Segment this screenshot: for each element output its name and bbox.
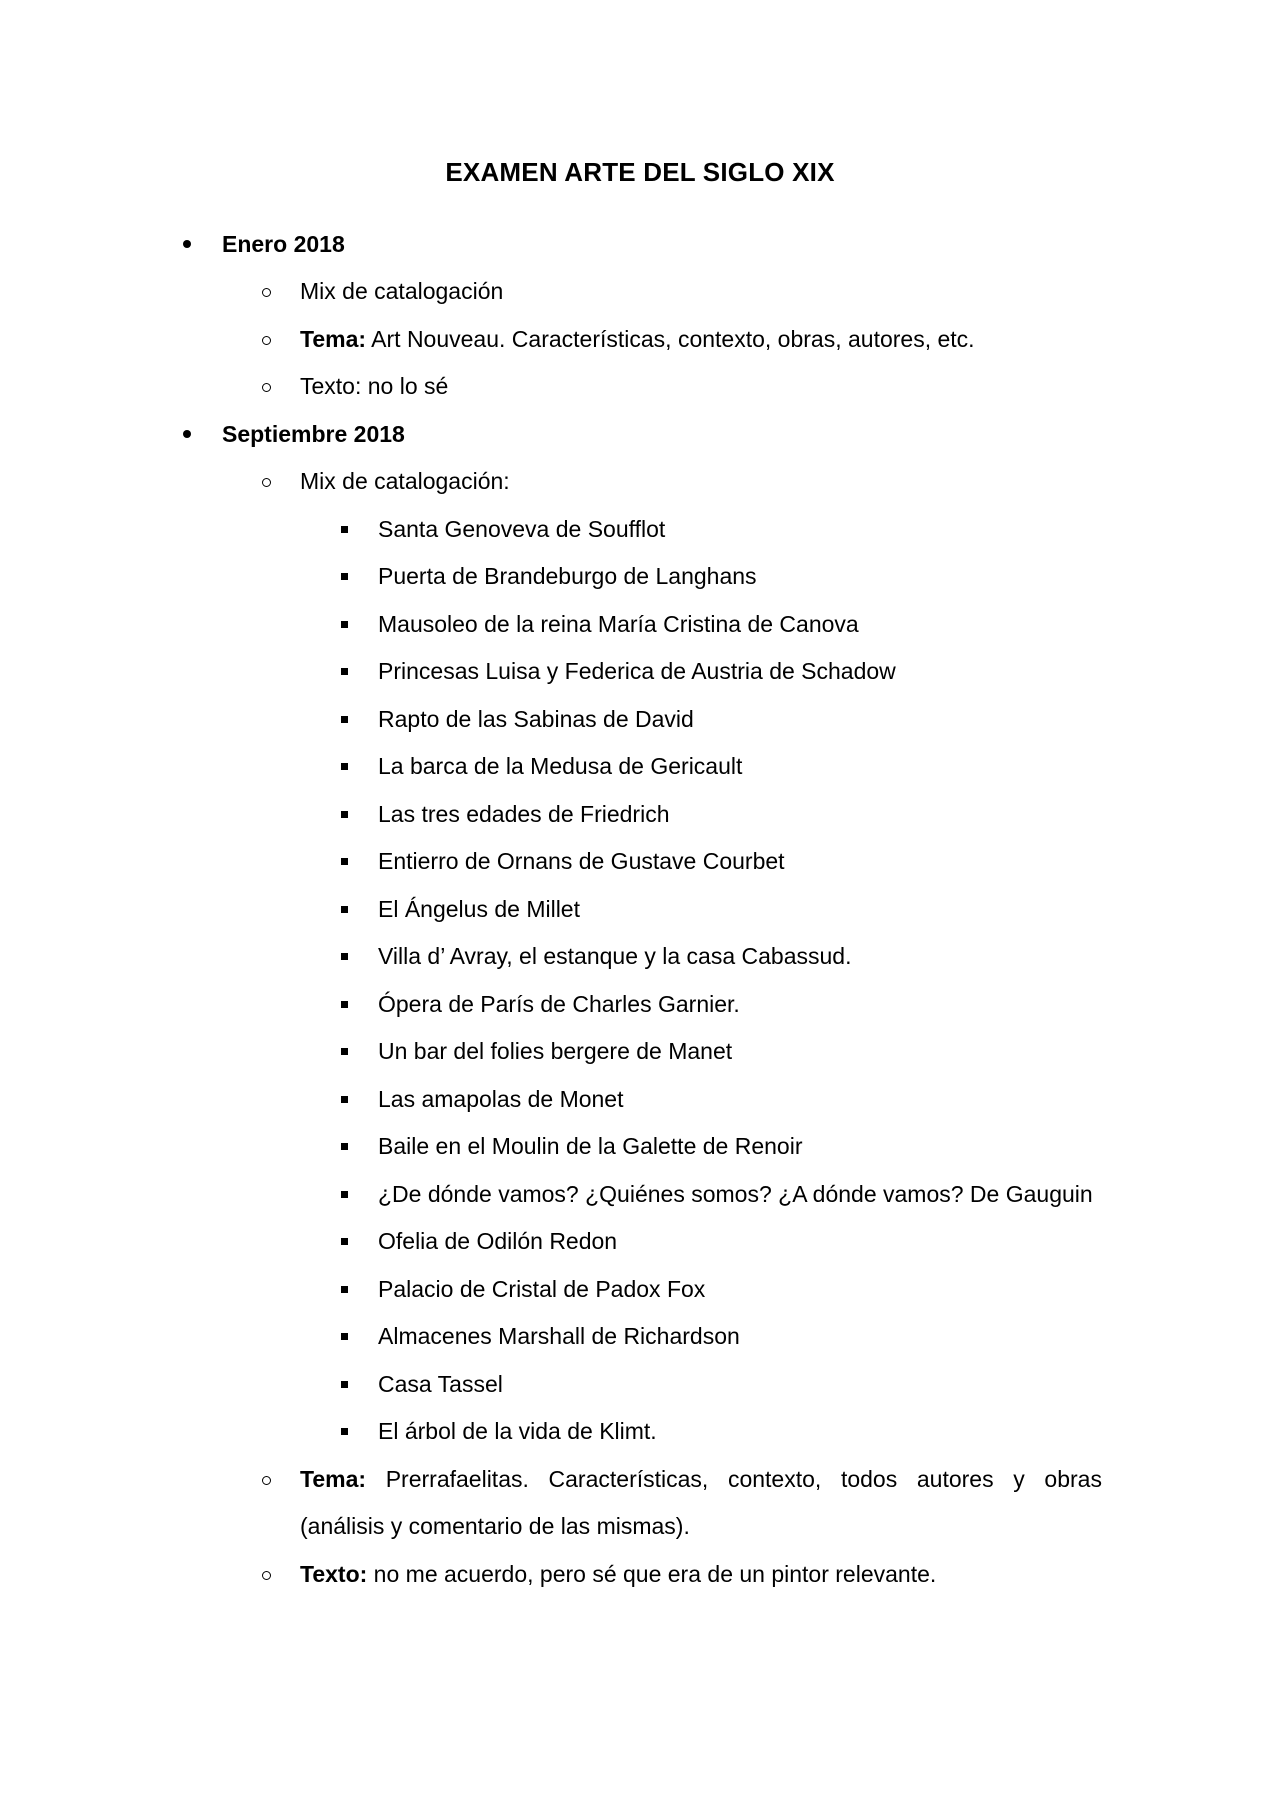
tema-word: obras bbox=[1044, 1466, 1102, 1492]
square-bullet-icon bbox=[341, 906, 348, 913]
catalog-item: Casa Tassel bbox=[378, 1371, 503, 1397]
tema-word: contexto, bbox=[727, 1466, 822, 1492]
septiembre-texto bbox=[300, 1558, 936, 1590]
square-bullet-icon bbox=[341, 1001, 348, 1008]
square-bullet-icon bbox=[341, 1238, 348, 1245]
catalog-item: Ofelia de Odilón Redon bbox=[378, 1228, 618, 1254]
catalog-item: Palacio de Cristal de Padox Fox bbox=[378, 1276, 706, 1302]
tema-word: todos bbox=[840, 1466, 898, 1492]
tema-label: Tema: bbox=[300, 1466, 367, 1492]
square-bullet-icon bbox=[341, 1428, 348, 1435]
square-bullet-icon bbox=[341, 573, 348, 580]
circle-bullet-icon bbox=[262, 478, 271, 487]
tema-word: y bbox=[1013, 1466, 1025, 1492]
enero-item-texto: Texto: no lo sé bbox=[300, 373, 449, 399]
square-bullet-icon bbox=[341, 526, 348, 533]
section-heading-enero: Enero 2018 bbox=[222, 231, 345, 257]
catalog-item: Almacenes Marshall de Richardson bbox=[378, 1323, 740, 1349]
catalog-item: Santa Genoveva de Soufflot bbox=[378, 516, 666, 542]
enero-item-tema bbox=[300, 323, 975, 355]
square-bullet-icon bbox=[341, 621, 348, 628]
catalog-item: El árbol de la vida de Klimt. bbox=[378, 1418, 657, 1444]
septiembre-tema-continuation: (análisis y comentario de las mismas). bbox=[300, 1513, 690, 1539]
circle-bullet-icon bbox=[262, 1476, 271, 1485]
catalog-item: Baile en el Moulin de la Galette de Renoir bbox=[378, 1133, 803, 1159]
square-bullet-icon bbox=[341, 1048, 348, 1055]
septiembre-tema-line bbox=[300, 1463, 1102, 1495]
square-bullet-icon bbox=[341, 1286, 348, 1293]
catalog-item: Un bar del folies bergere de Manet bbox=[378, 1038, 733, 1064]
tema-word: Características, bbox=[548, 1466, 709, 1492]
tema-text: Art Nouveau. Características, contexto, obras, autores, etc. bbox=[366, 326, 975, 352]
catalog-item: Rapto de las Sabinas de David bbox=[378, 706, 694, 732]
catalog-item: ¿De dónde vamos? ¿Quiénes somos? ¿A dónde vamos? De Gauguin bbox=[378, 1181, 1093, 1207]
septiembre-catalog-intro: Mix de catalogación: bbox=[300, 468, 510, 494]
tema-label: Tema: bbox=[300, 326, 367, 352]
square-bullet-icon bbox=[341, 953, 348, 960]
texto-label: Texto: bbox=[300, 1561, 368, 1587]
circle-bullet-icon bbox=[262, 336, 271, 345]
enero-item-catalogacion: Mix de catalogación bbox=[300, 278, 504, 304]
catalog-item: Ópera de París de Charles Garnier. bbox=[378, 991, 740, 1017]
catalog-item: El Ángelus de Millet bbox=[378, 896, 580, 922]
square-bullet-icon bbox=[341, 668, 348, 675]
circle-bullet-icon bbox=[262, 383, 271, 392]
catalog-item: Las amapolas de Monet bbox=[378, 1086, 624, 1112]
catalog-item: Las tres edades de Friedrich bbox=[378, 801, 670, 827]
square-bullet-icon bbox=[341, 763, 348, 770]
catalog-item: Princesas Luisa y Federica de Austria de Schadow bbox=[378, 658, 896, 684]
bullet-dot-icon bbox=[183, 240, 191, 248]
section-heading-septiembre: Septiembre 2018 bbox=[222, 421, 405, 447]
catalog-item: Entierro de Ornans de Gustave Courbet bbox=[378, 848, 785, 874]
square-bullet-icon bbox=[341, 858, 348, 865]
bullet-dot-icon bbox=[183, 430, 191, 438]
circle-bullet-icon bbox=[262, 288, 271, 297]
square-bullet-icon bbox=[341, 811, 348, 818]
catalog-item: Puerta de Brandeburgo de Langhans bbox=[378, 563, 757, 589]
square-bullet-icon bbox=[341, 1191, 348, 1198]
square-bullet-icon bbox=[341, 1143, 348, 1150]
catalog-item: Villa d’ Avray, el estanque y la casa Cabassud. bbox=[378, 943, 852, 969]
tema-word: Prerrafaelitas. bbox=[385, 1466, 529, 1492]
tema-word: autores bbox=[916, 1466, 994, 1492]
texto-text: no me acuerdo, pero sé que era de un pintor relevante. bbox=[367, 1561, 937, 1587]
square-bullet-icon bbox=[341, 1333, 348, 1340]
square-bullet-icon bbox=[341, 1381, 348, 1388]
catalog-item: La barca de la Medusa de Gericault bbox=[378, 753, 743, 779]
square-bullet-icon bbox=[341, 1096, 348, 1103]
square-bullet-icon bbox=[341, 716, 348, 723]
catalog-item: Mausoleo de la reina María Cristina de Canova bbox=[378, 611, 859, 637]
document-title: EXAMEN ARTE DEL SIGLO XIX bbox=[445, 157, 835, 187]
circle-bullet-icon bbox=[262, 1571, 271, 1580]
